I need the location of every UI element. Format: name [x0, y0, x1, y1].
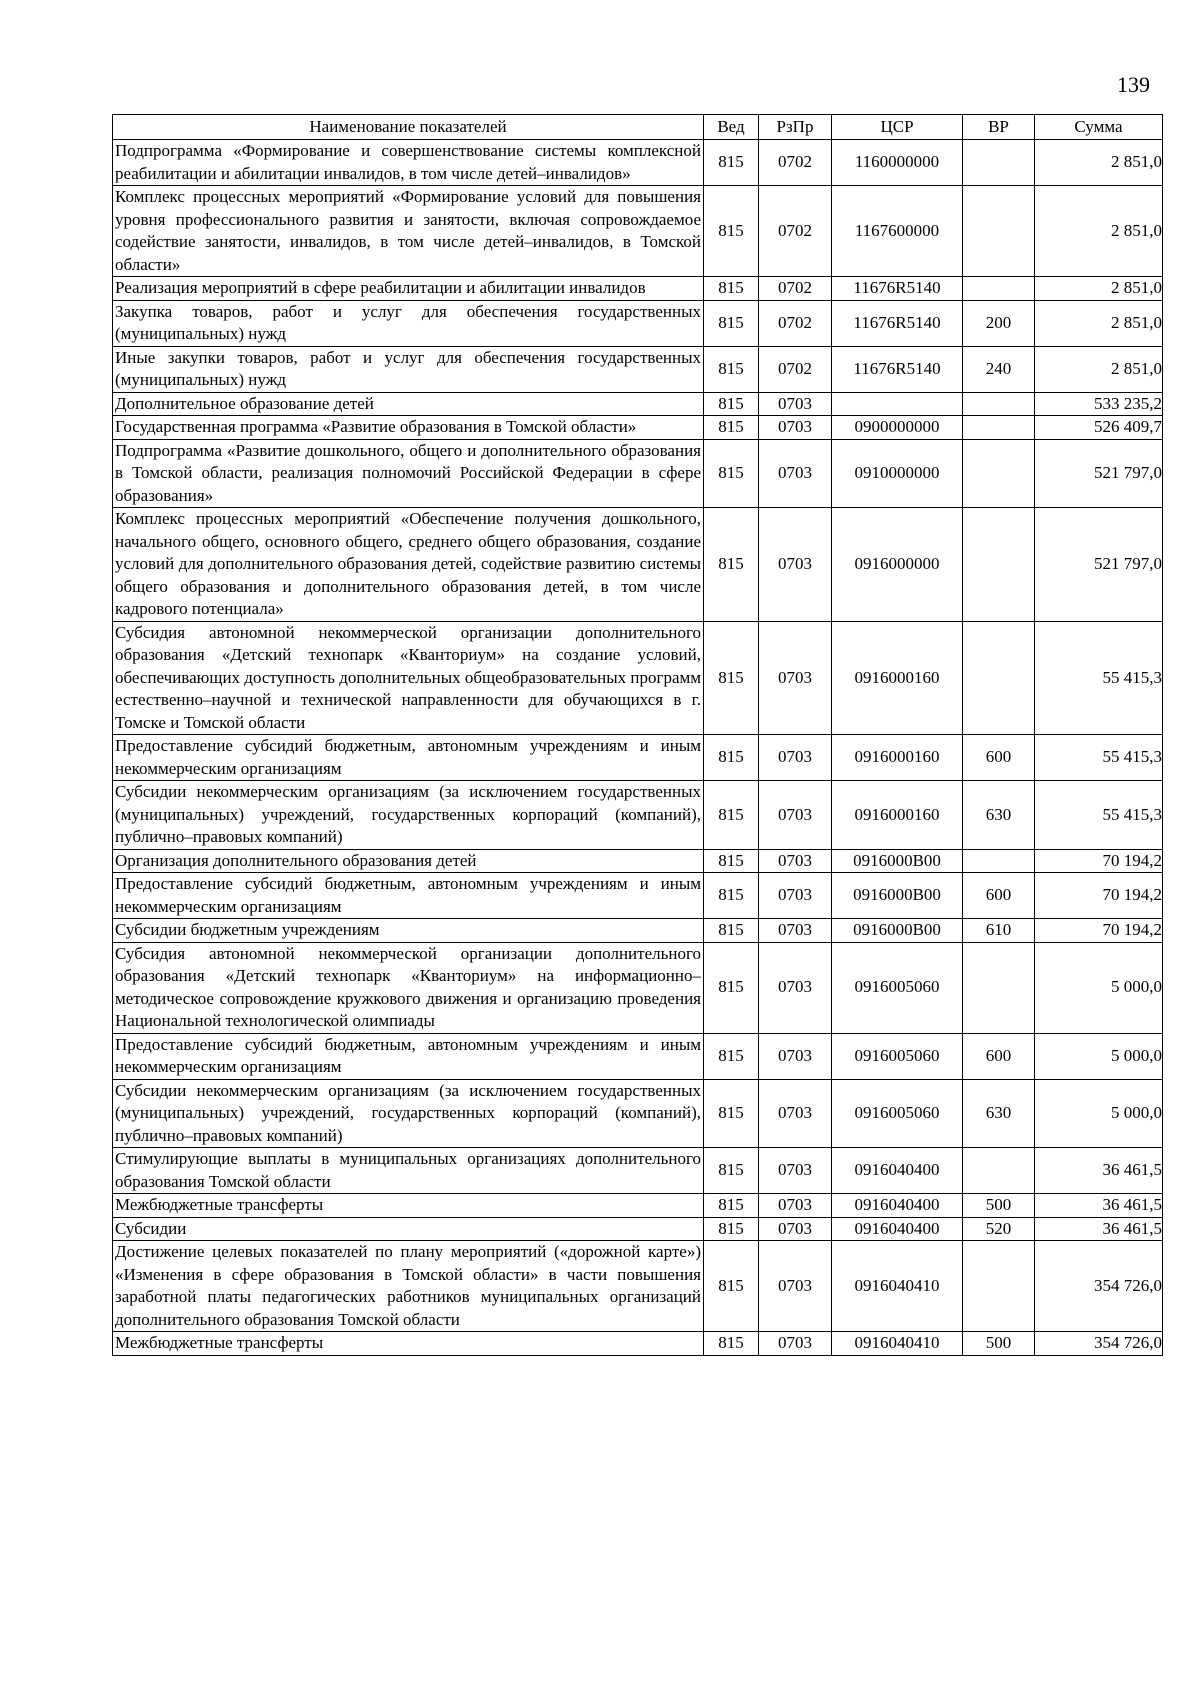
cell-vr: 630: [963, 1079, 1035, 1148]
table-row: [113, 346, 1163, 392]
table-row: [113, 1079, 1163, 1148]
cell-rzpr: 0703: [759, 849, 832, 873]
cell-name: Предоставление субсидий бюджетным, автономным учреждениям и иным некоммерческим организациям: [113, 1033, 704, 1079]
cell-vr: [963, 942, 1035, 1033]
cell-csr: 1167600000: [832, 186, 963, 277]
table-row: [113, 942, 1163, 1033]
cell-rzpr: 0703: [759, 735, 832, 781]
cell-vr: [963, 621, 1035, 735]
cell-rzpr: 0703: [759, 1033, 832, 1079]
cell-vr: [963, 1241, 1035, 1332]
cell-vr: 600: [963, 735, 1035, 781]
cell-rzpr: 0703: [759, 416, 832, 440]
cell-vr: 500: [963, 1332, 1035, 1356]
cell-name: Предоставление субсидий бюджетным, автономным учреждениям и иным некоммерческим организациям: [113, 873, 704, 919]
cell-ved: 815: [704, 873, 759, 919]
cell-vr: 600: [963, 1033, 1035, 1079]
cell-vr: [963, 277, 1035, 301]
cell-ved: 815: [704, 735, 759, 781]
table-row: [113, 140, 1163, 186]
cell-sum: 354 726,0: [1035, 1241, 1163, 1332]
cell-ved: 815: [704, 942, 759, 1033]
table-header-row: [113, 115, 1163, 140]
cell-name: Организация дополнительного образования детей: [113, 849, 704, 873]
cell-ved: 815: [704, 392, 759, 416]
cell-rzpr: 0703: [759, 1148, 832, 1194]
table-row: [113, 300, 1163, 346]
cell-rzpr: 0703: [759, 781, 832, 850]
cell-csr: 11676R5140: [832, 300, 963, 346]
cell-name: Субсидии бюджетным учреждениям: [113, 919, 704, 943]
table-row: [113, 919, 1163, 943]
cell-csr: 0916040400: [832, 1194, 963, 1218]
cell-vr: [963, 140, 1035, 186]
cell-sum: 521 797,0: [1035, 508, 1163, 622]
cell-ved: 815: [704, 1217, 759, 1241]
cell-vr: 520: [963, 1217, 1035, 1241]
cell-name: Иные закупки товаров, работ и услуг для обеспечения государственных (муниципальных) нужд: [113, 346, 704, 392]
cell-csr: 0916040410: [832, 1241, 963, 1332]
cell-sum: 55 415,3: [1035, 781, 1163, 850]
cell-rzpr: 0703: [759, 621, 832, 735]
table-row: [113, 1148, 1163, 1194]
cell-vr: [963, 186, 1035, 277]
header-sum: Сумма: [1035, 115, 1163, 140]
header-rzpr: РзПр: [759, 115, 832, 140]
cell-rzpr: 0703: [759, 1194, 832, 1218]
cell-name: Стимулирующие выплаты в муниципальных организациях дополнительного образования Томской области: [113, 1148, 704, 1194]
cell-ved: 815: [704, 1079, 759, 1148]
page-number: 139: [1117, 72, 1150, 97]
cell-rzpr: 0703: [759, 1332, 832, 1356]
cell-rzpr: 0703: [759, 873, 832, 919]
cell-csr: 0916000000: [832, 508, 963, 622]
cell-vr: 240: [963, 346, 1035, 392]
cell-ved: 815: [704, 439, 759, 508]
cell-vr: [963, 1148, 1035, 1194]
table-row: [113, 849, 1163, 873]
cell-vr: [963, 392, 1035, 416]
cell-name: Государственная программа «Развитие образования в Томской области»: [113, 416, 704, 440]
cell-sum: 526 409,7: [1035, 416, 1163, 440]
cell-sum: 2 851,0: [1035, 277, 1163, 301]
cell-name: Межбюджетные трансферты: [113, 1332, 704, 1356]
cell-csr: 0900000000: [832, 416, 963, 440]
cell-name: Комплекс процессных мероприятий «Формирование условий для повышения уровня профессионального развития и занятости, включая сопровождаемое содействие занятости, инвалидов, в том числе детей–инвалидов, в Томской области»: [113, 186, 704, 277]
table-row: [113, 873, 1163, 919]
cell-rzpr: 0702: [759, 346, 832, 392]
cell-csr: 0916040400: [832, 1217, 963, 1241]
cell-sum: 354 726,0: [1035, 1332, 1163, 1356]
cell-csr: 0916000В00: [832, 873, 963, 919]
table-row: [113, 781, 1163, 850]
cell-csr: 0910000000: [832, 439, 963, 508]
cell-vr: 630: [963, 781, 1035, 850]
cell-sum: 70 194,2: [1035, 873, 1163, 919]
cell-name: Межбюджетные трансферты: [113, 1194, 704, 1218]
table-row: [113, 1033, 1163, 1079]
cell-name: Реализация мероприятий в сфере реабилитации и абилитации инвалидов: [113, 277, 704, 301]
cell-name: Субсидии: [113, 1217, 704, 1241]
cell-vr: 610: [963, 919, 1035, 943]
cell-csr: 0916000В00: [832, 919, 963, 943]
cell-ved: 815: [704, 1332, 759, 1356]
cell-rzpr: 0703: [759, 392, 832, 416]
cell-rzpr: 0703: [759, 919, 832, 943]
cell-sum: 2 851,0: [1035, 140, 1163, 186]
cell-sum: 70 194,2: [1035, 919, 1163, 943]
cell-ved: 815: [704, 1194, 759, 1218]
cell-sum: 36 461,5: [1035, 1194, 1163, 1218]
cell-rzpr: 0702: [759, 300, 832, 346]
cell-name: Дополнительное образование детей: [113, 392, 704, 416]
table-row: [113, 1332, 1163, 1356]
cell-sum: 2 851,0: [1035, 300, 1163, 346]
cell-ved: 815: [704, 1033, 759, 1079]
cell-name: Субсидии некоммерческим организациям (за исключением государственных (муниципальных) учреждений, государственных корпораций (компаний), публично–правовых компаний): [113, 781, 704, 850]
cell-sum: 521 797,0: [1035, 439, 1163, 508]
cell-sum: 70 194,2: [1035, 849, 1163, 873]
cell-name: Субсидия автономной некоммерческой организации дополнительного образования «Детский технопарк «Кванториум» на информационно–методическое сопровождение кружкового движения и организацию проведения Национальной технологической олимпиады: [113, 942, 704, 1033]
table-row: [113, 508, 1163, 622]
cell-vr: 600: [963, 873, 1035, 919]
cell-vr: [963, 439, 1035, 508]
cell-name: Комплекс процессных мероприятий «Обеспечение получения дошкольного, начального общего, основного общего, среднего общего образования, создание условий для дополнительного образования детей, содействие развитию системы общего образования и дополнительного образования детей, в том числе кадрового потенциала»: [113, 508, 704, 622]
cell-rzpr: 0702: [759, 186, 832, 277]
cell-ved: 815: [704, 919, 759, 943]
header-vr: ВР: [963, 115, 1035, 140]
cell-ved: 815: [704, 781, 759, 850]
table-row: [113, 1217, 1163, 1241]
cell-vr: [963, 849, 1035, 873]
header-csr: ЦСР: [832, 115, 963, 140]
cell-sum: 5 000,0: [1035, 942, 1163, 1033]
table-row: [113, 186, 1163, 277]
cell-rzpr: 0702: [759, 277, 832, 301]
cell-rzpr: 0703: [759, 508, 832, 622]
cell-sum: 2 851,0: [1035, 186, 1163, 277]
cell-vr: 200: [963, 300, 1035, 346]
cell-sum: 5 000,0: [1035, 1079, 1163, 1148]
cell-csr: 0916000160: [832, 621, 963, 735]
cell-ved: 815: [704, 140, 759, 186]
cell-sum: 533 235,2: [1035, 392, 1163, 416]
table-row: [113, 416, 1163, 440]
header-ved: Вед: [704, 115, 759, 140]
cell-vr: [963, 416, 1035, 440]
header-name: Наименование показателей: [113, 115, 704, 140]
cell-csr: 1160000000: [832, 140, 963, 186]
cell-ved: 815: [704, 1241, 759, 1332]
cell-sum: 55 415,3: [1035, 621, 1163, 735]
table-body: [113, 140, 1163, 1356]
cell-csr: 0916000160: [832, 735, 963, 781]
cell-csr: [832, 392, 963, 416]
table-row: [113, 1194, 1163, 1218]
cell-csr: 11676R5140: [832, 346, 963, 392]
cell-rzpr: 0702: [759, 140, 832, 186]
cell-csr: 0916005060: [832, 1079, 963, 1148]
cell-csr: 11676R5140: [832, 277, 963, 301]
cell-csr: 0916040410: [832, 1332, 963, 1356]
cell-csr: 0916005060: [832, 942, 963, 1033]
cell-rzpr: 0703: [759, 1241, 832, 1332]
table-row: [113, 735, 1163, 781]
cell-ved: 815: [704, 346, 759, 392]
table-row: [113, 621, 1163, 735]
cell-rzpr: 0703: [759, 439, 832, 508]
table-row: [113, 277, 1163, 301]
cell-sum: 55 415,3: [1035, 735, 1163, 781]
cell-sum: 36 461,5: [1035, 1148, 1163, 1194]
table-row: [113, 439, 1163, 508]
cell-ved: 815: [704, 300, 759, 346]
cell-ved: 815: [704, 849, 759, 873]
cell-name: Достижение целевых показателей по плану мероприятий («дорожной карте») «Изменения в сфере образования в Томской области» в части повышения заработной платы педагогических работников муниципальных организаций дополнительного образования Томской области: [113, 1241, 704, 1332]
cell-ved: 815: [704, 186, 759, 277]
cell-name: Подпрограмма «Формирование и совершенствование системы комплексной реабилитации и абилитации инвалидов, в том числе детей–инвалидов»: [113, 140, 704, 186]
budget-table: [112, 114, 1163, 1356]
cell-csr: 0916000160: [832, 781, 963, 850]
cell-rzpr: 0703: [759, 1079, 832, 1148]
cell-name: Подпрограмма «Развитие дошкольного, общего и дополнительного образования в Томской области, реализация полномочий Российской Федерации в сфере образования»: [113, 439, 704, 508]
cell-name: Предоставление субсидий бюджетным, автономным учреждениям и иным некоммерческим организациям: [113, 735, 704, 781]
cell-ved: 815: [704, 277, 759, 301]
cell-ved: 815: [704, 416, 759, 440]
cell-csr: 0916005060: [832, 1033, 963, 1079]
cell-rzpr: 0703: [759, 1217, 832, 1241]
cell-name: Субсидия автономной некоммерческой организации дополнительного образования «Детский технопарк «Кванториум» на создание условий, обеспечивающих доступность дополнительных общеобразовательных программ естественно–научной и технической направленности для обучающихся в г. Томске и Томской области: [113, 621, 704, 735]
cell-name: Субсидии некоммерческим организациям (за исключением государственных (муниципальных) учреждений, государственных корпораций (компаний), публично–правовых компаний): [113, 1079, 704, 1148]
cell-vr: 500: [963, 1194, 1035, 1218]
cell-ved: 815: [704, 508, 759, 622]
cell-ved: 815: [704, 1148, 759, 1194]
cell-vr: [963, 508, 1035, 622]
cell-csr: 0916040400: [832, 1148, 963, 1194]
cell-csr: 0916000В00: [832, 849, 963, 873]
cell-sum: 2 851,0: [1035, 346, 1163, 392]
table-row: [113, 1241, 1163, 1332]
cell-rzpr: 0703: [759, 942, 832, 1033]
cell-sum: 36 461,5: [1035, 1217, 1163, 1241]
table-row: [113, 392, 1163, 416]
cell-sum: 5 000,0: [1035, 1033, 1163, 1079]
cell-ved: 815: [704, 621, 759, 735]
cell-name: Закупка товаров, работ и услуг для обеспечения государственных (муниципальных) нужд: [113, 300, 704, 346]
